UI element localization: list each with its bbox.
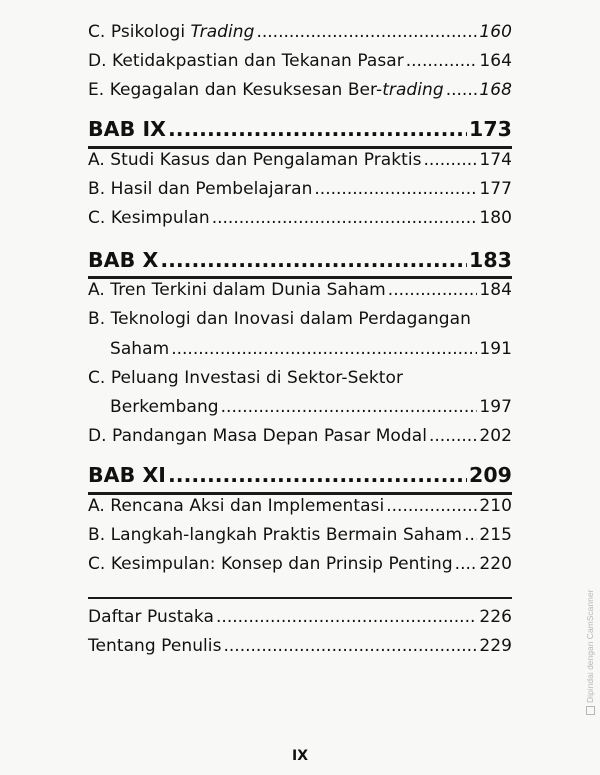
toc-page-number: 164 [479,51,512,71]
chapter-underline [88,492,512,495]
toc-entry-label: Tentang Penulis [88,636,222,656]
toc-entry-label: A. Rencana Aksi dan Implementasi [88,496,385,516]
dot-leader [160,248,467,272]
dot-leader [388,280,478,300]
dot-leader [424,150,478,170]
toc-entry-tentang-penulis[interactable] [88,636,512,656]
dot-leader [429,426,477,446]
dot-leader [446,80,478,100]
toc-page-number: 229 [479,636,512,656]
toc-entry-kegagalan-kesuksesan[interactable] [88,80,512,100]
toc-entry-label: Berkembang [110,397,219,417]
toc-entry-kesimpulan-konsep[interactable] [88,554,512,574]
toc-entry-label-italic: trading [382,80,444,100]
toc-entry-kesimpulan[interactable] [88,208,512,228]
dot-leader [386,496,477,516]
toc-page-number: 226 [479,607,512,627]
chapter-heading-bab-x[interactable] [88,248,512,272]
toc-entry-psikologi-trading[interactable] [88,22,512,42]
toc-entry-ketidakpastian[interactable] [88,51,512,71]
dot-leader [168,463,467,487]
toc-page-number: 215 [479,525,512,545]
watermark-text: Dipindai dengan CamScanner [585,589,595,703]
toc-entry-rencana-aksi[interactable] [88,496,512,516]
toc-page-number: 197 [479,397,512,417]
toc-page-number: 210 [479,496,512,516]
scanner-watermark [585,590,595,715]
toc-entry-label: B. Langkah-langkah Praktis Bermain Saham [88,525,463,545]
toc-entry-label-italic: Trading [190,22,255,42]
chapter-underline [88,276,512,279]
toc-entry-tren-terkini[interactable] [88,280,512,300]
toc-page-number: 177 [479,179,512,199]
chapter-page-number: 173 [469,117,512,141]
chapter-page-number: 209 [469,463,512,487]
toc-page-number: 202 [479,426,512,446]
toc-entry-label: B. Teknologi dan Inovasi dalam Perdagangan [88,309,471,329]
toc-page-number: 184 [479,280,512,300]
chapter-page-number: 183 [469,248,512,272]
dot-leader [314,179,477,199]
toc-entry-label: B. Hasil dan Pembelajaran [88,179,313,199]
toc-page-number: 180 [479,208,512,228]
page-number-folio: IX [291,748,308,764]
chapter-title: BAB X [88,248,159,272]
dot-leader [464,525,477,545]
toc-page-number: 168 [479,80,512,100]
dot-leader [224,636,478,656]
toc-entry-label: Daftar Pustaka [88,607,215,627]
toc-entry-teknologi-inovasi-line-2[interactable] [110,339,512,359]
toc-entry-label: D. Pandangan Masa Depan Pasar Modal [88,426,427,446]
section-divider [88,597,512,599]
toc-page-number: 160 [479,22,512,42]
toc-page-number: 220 [479,554,512,574]
toc-entry-label: C. Peluang Investasi di Sektor-Sektor [88,368,404,388]
toc-entry-label: Saham [110,339,170,359]
dot-leader [216,607,477,627]
toc-entry-label: E. Kegagalan dan Kesuksesan Ber- [88,80,383,100]
toc-entry-label: A. Tren Terkini dalam Dunia Saham [88,280,386,300]
chapter-heading-bab-xi[interactable] [88,463,512,487]
toc-page-number: 191 [479,339,512,359]
toc-entry-label: D. Ketidakpastian dan Tekanan Pasar [88,51,404,71]
chapter-title: BAB XI [88,463,166,487]
toc-entry-daftar-pustaka[interactable] [88,607,512,627]
dot-leader [256,22,477,42]
toc-entry-label: C. Kesimpulan [88,208,210,228]
dot-leader [455,554,478,574]
toc-entry-label: A. Studi Kasus dan Pengalaman Praktis [88,150,422,170]
dot-leader [212,208,478,228]
toc-page-number: 174 [479,150,512,170]
chapter-heading-bab-ix[interactable] [88,117,512,141]
toc-entry-pandangan-masa-depan[interactable] [88,426,512,446]
toc-entry-teknologi-inovasi-line-1[interactable] [88,309,512,329]
dot-leader [168,117,467,141]
toc-entry-label: C. Psikologi [88,22,191,42]
toc-entry-langkah-praktis[interactable] [88,525,512,545]
toc-entry-peluang-investasi-line-2[interactable] [110,397,512,417]
camscanner-logo-icon [586,706,595,715]
dot-leader [171,339,477,359]
toc-entry-peluang-investasi-line-1[interactable] [88,368,512,388]
toc-entry-hasil-pembelajaran[interactable] [88,179,512,199]
chapter-title: BAB IX [88,117,166,141]
toc-entry-studi-kasus[interactable] [88,150,512,170]
dot-leader [221,397,478,417]
dot-leader [406,51,478,71]
chapter-underline [88,146,512,149]
toc-entry-label: C. Kesimpulan: Konsep dan Prinsip Penting [88,554,453,574]
